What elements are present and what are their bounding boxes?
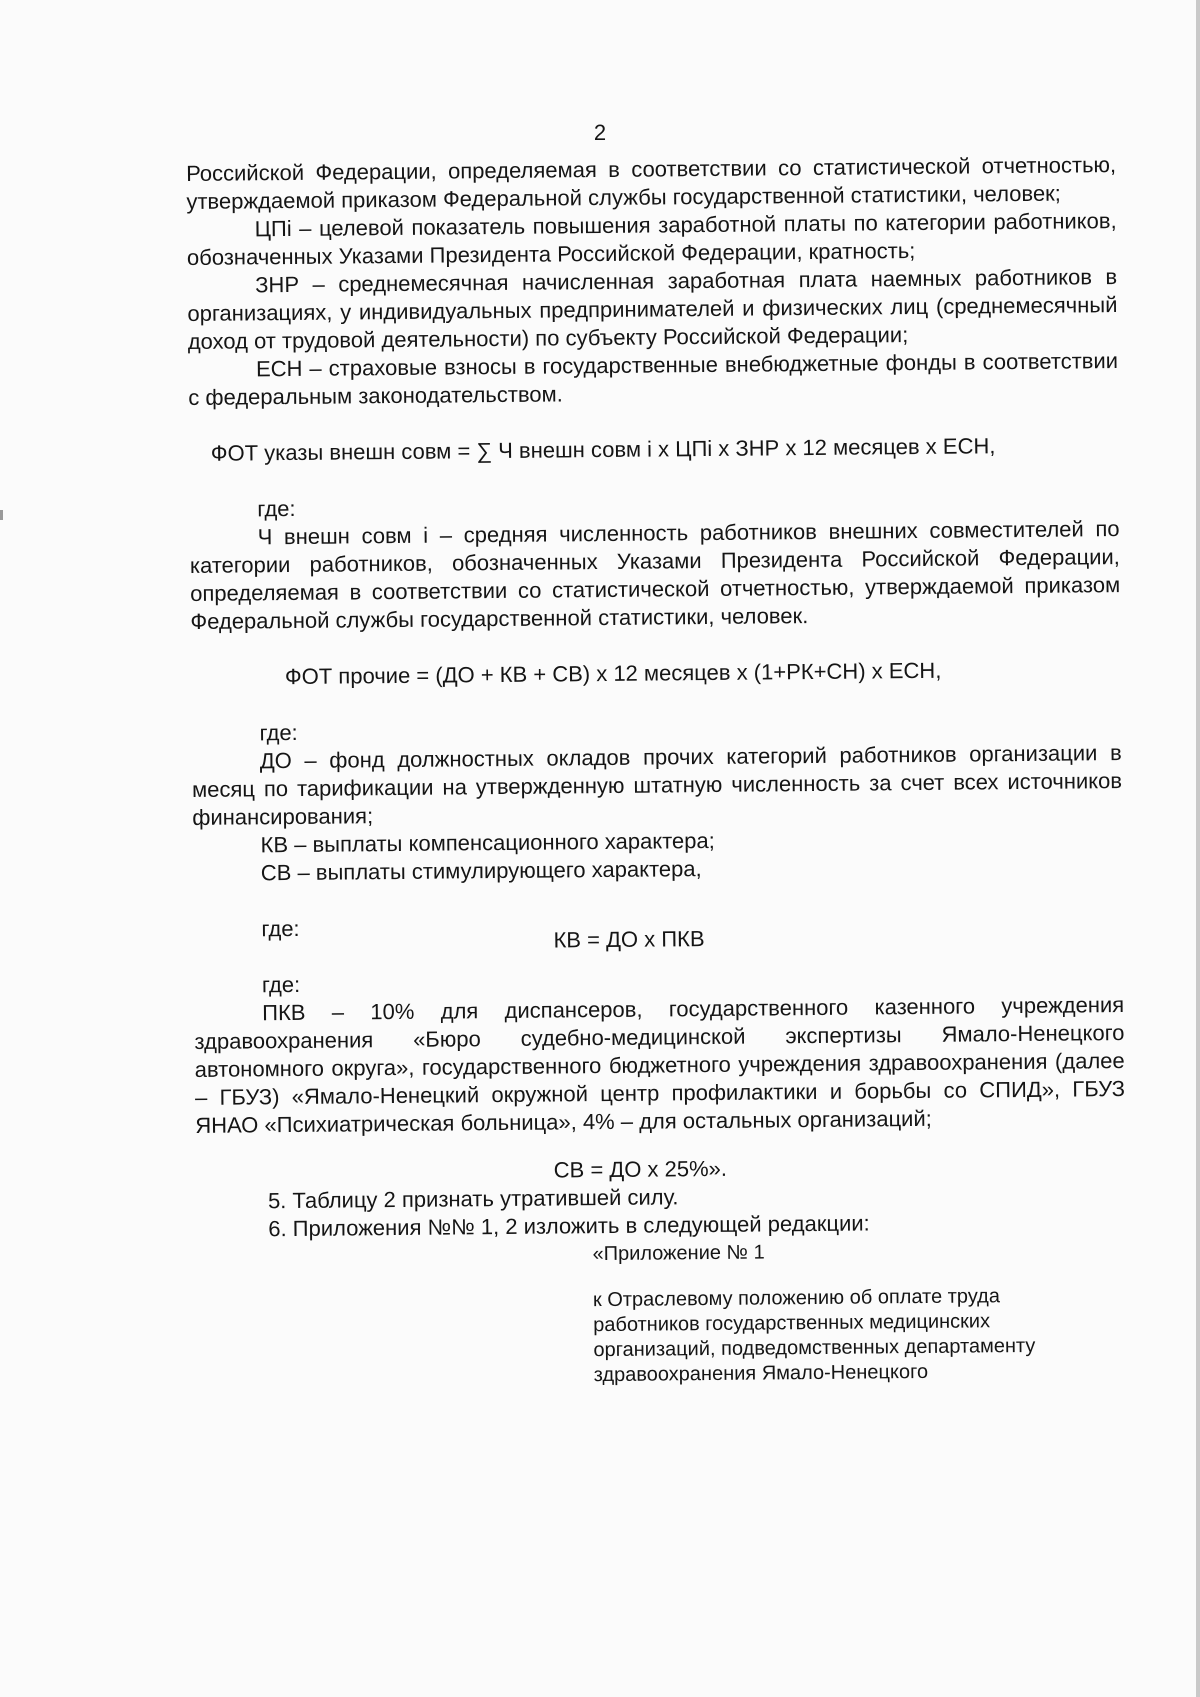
formula-kv: КВ = ДО х ПКВ xyxy=(553,926,705,953)
where-label: где: xyxy=(261,915,300,942)
where-label: где: xyxy=(259,719,298,746)
scan-edge xyxy=(1196,0,1200,1697)
formula-fot-other: ФОТ прочие = (ДО + КВ + СВ) х 12 месяцев х (1+РК+СН) х ЕСН, xyxy=(284,657,942,690)
where-label: где: xyxy=(257,495,296,522)
scan-mark xyxy=(0,510,3,520)
paragraph-znr: ЗНР – среднемесячная начисленная заработная плата наемных работников в организациях, у индивидуальных предпринимателей и физических лиц (среднемесячный доход от трудовой деятельности) по субъекту Российской Федерации; xyxy=(187,264,1118,354)
list-item-5: 5. Таблицу 2 признать утратившей силу. xyxy=(267,1184,679,1214)
appendix-title: «Приложение № 1 xyxy=(592,1241,765,1266)
where-label: где: xyxy=(261,971,301,998)
paragraph-do: ДО – фонд должностных окладов прочих категорий работников организации в месяц по тарификации на утвержденную штатную численность за счет всех источников финансирования; xyxy=(191,740,1123,830)
paragraph-esn: ЕСН – страховые взносы в государственные внебюджетные фонды в соответствии с федеральным законодательством. xyxy=(188,348,1119,410)
paragraph-kv: КВ – выплаты компенсационного характера; xyxy=(260,827,715,858)
paragraph-continuation: Российской Федерации, определяемая в соответствии со статистической отчетностью, утверждаемой приказом Федеральной службы государственной статистики, человек; xyxy=(186,152,1117,214)
paragraph-cpi: ЦПi – целевой показатель повышения заработной платы по категории работников, обозначенных Указами Президента Российской Федерации, кратность; xyxy=(186,208,1117,270)
formula-fot-external: ФОТ указы внешн совм = ∑ Ч внешн совм i х ЦПi х ЗНР х 12 месяцев х ЕСН, xyxy=(210,433,996,466)
paragraph-sv: СВ – выплаты стимулирующего характера, xyxy=(260,856,702,886)
document-body xyxy=(186,151,1128,1392)
formula-sv: СВ = ДО х 25%». xyxy=(553,1155,728,1183)
paragraph-pkv: ПКВ – 10% для диспансеров, государственного казенного учреждения здравоохранения «Бюро судебно-медицинской экспертизы Ямало-Ненецкого автономного округа», государственного бюджетного учреждения здравоохранения (далее – ГБУЗ) «Ямало-Ненецкий окружной центр профилактики и борьбы со СПИД», ГБУЗ ЯНАО «Психиатрическая больница», 4% – для остальных организаций; xyxy=(194,992,1126,1138)
page-number: 2 xyxy=(593,120,607,145)
appendix-subtitle: к Отраслевому положению об оплате труда работников государственных медицинских организаций, подведомственных департаменту здравоохранения Ямало-Ненецкого xyxy=(592,1285,1036,1387)
list-item-6: 6. Приложения №№ 1, 2 изложить в следующей редакции: xyxy=(268,1210,870,1242)
paragraph-external-count: Ч внешн совм i – средняя численность работников внешних совместителей по категории работников, обозначенных Указами Президента Российской Федерации, определяемая в соответствии со статистической отчетностью, утверждаемой приказом Федеральной службы государственной статистики, человек. xyxy=(189,516,1121,634)
